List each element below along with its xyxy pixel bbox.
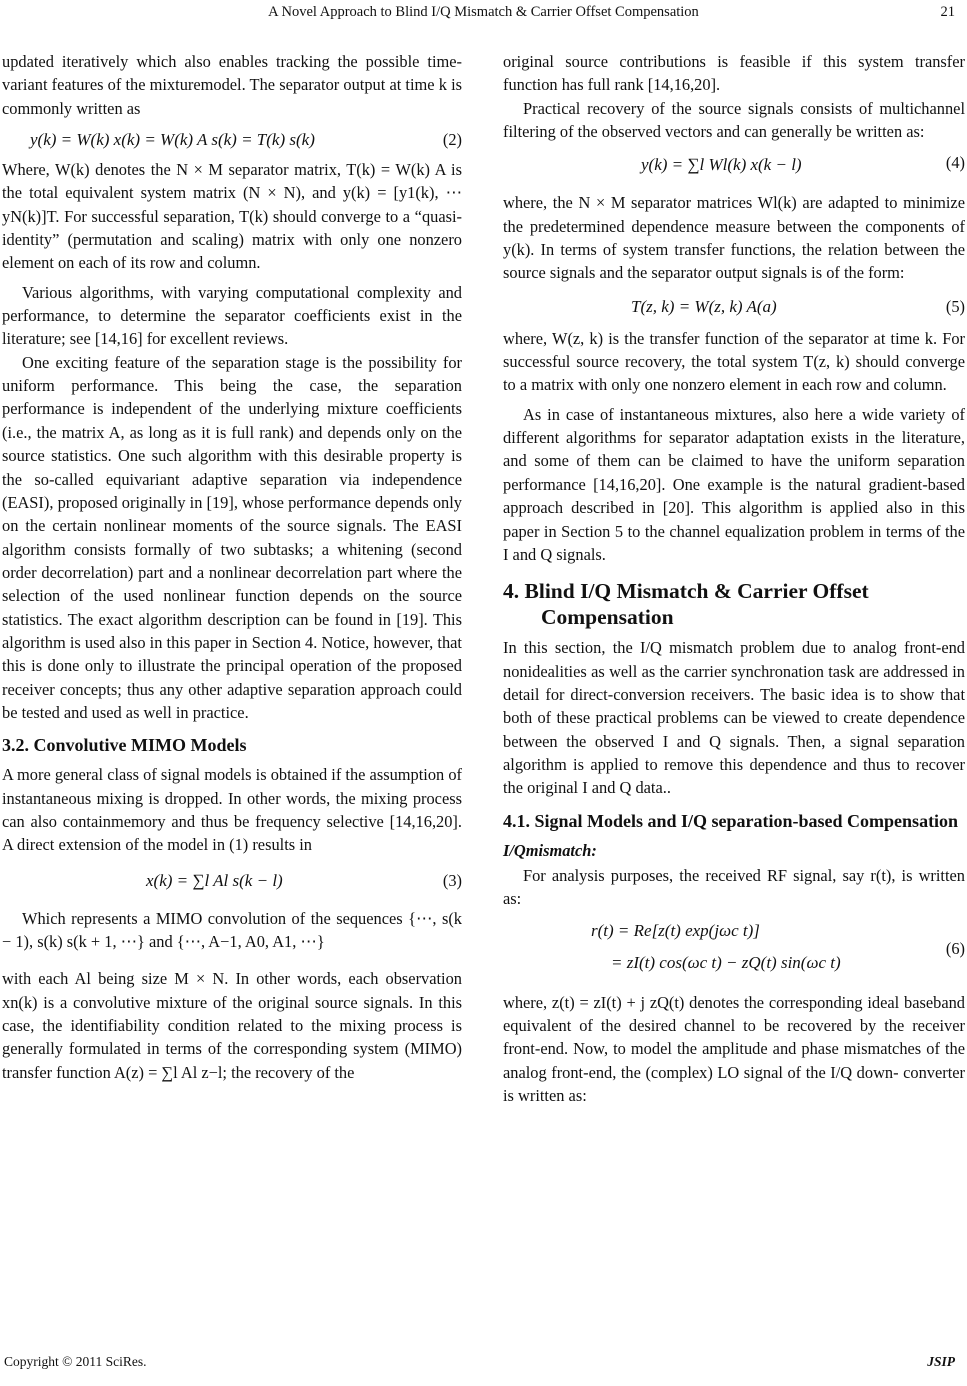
paragraph: Where, W(k) denotes the N × M separator matrix, T(k) = W(k) A is the total equivalent system matrix (N × N), and y(k) = [y1(k), ⋯ yN(k)]T. For successful separation, T(k) should converge to a “quasi-identity” (permutation and scaling) matrix with only one nonzero element on each of its row and column. [2,160,462,273]
paragraph: One exciting feature of the separation stage is the possibility for uniform performance. This being the case, the separation performance is independent of the underlying mixture coefficients (i.e., the matrix A, as long as it is full rank) and depends only on the source statistics. One such algorithm with this desirable property is the so-called equivariant adaptive separation via independence (EASI), proposed originally in [19], whose performance depends only on the certain nonlinear moments of the source signals. The EASI algorithm consists formally of two subtasks; a whitening (second order decorrelation) part and a nonlinear decorrelation part where the selection of the used nonlinear function depends on the source statistics. The exact algorithm description can be found in [19]. This algorithm is used also in this paper in Section 4. Notice, however, that this is done only to illustrate the principal operation of the proposed receiver concepts; thus any other adaptive separation approach could be tested and used as well in practice. [2,352,462,722]
paragraph: As in case of instantaneous mixtures, also here a wide variety of different algorithms for separator adaptation exists in the literature, and some of them can be claimed to have the uniform separation performance [14,16,20]. One example is the natural gradient-based approach described in [20]. This algorithm is applied also in this paper in Section 5 to the channel equalization problem in terms of the I and Q signals. [503,404,965,564]
paragraph: where, W(z, k) is the transfer function of the separator at time k. For successful source recovery, the total system T(z, k) should converge to a matrix with only one nonzero element in each row and column. [503,328,965,395]
equation-5-number: (5) [945,296,965,316]
paragraph: updated iteratively which also enables tracking the possible time-variant features of the mixturemodel. The separator output at time k is commonly written as [2,52,462,118]
section-heading-4: 4. Blind I/Q Mismatch & Carrier Offset Compensation [503,579,869,630]
paragraph: Various algorithms, with varying computational complexity and performance, to determine the separator coefficients exist in the literature; see [14,16] for excellent reviews. [2,282,462,349]
equation-6-number: (6) [945,938,965,958]
equation-4 [503,145,965,189]
equation-3 [2,859,462,905]
page-footer [0,1354,967,1374]
paragraph: where, z(t) = zI(t) + j zQ(t) denotes the corresponding ideal baseband equivalent of the desired channel to be recovered by the receiver front-end. Now, to model the amplitude and phase mismatches of the analog front-end, the (complex) LO signal of the I/Q down- converter is written as: [503,992,965,1105]
running-header [0,4,967,22]
paragraph: Which represents a MIMO convolution of the sequences {⋯, s(k − 1), s(k) s(k + 1, ⋯} and {⋯, A−1, A0, A1, ⋯} [2,908,462,951]
equation-3-body: x(k) = ∑l Al s(k − l) [146,870,283,890]
paragraph: where, the N × M separator matrices Wl(k) are adapted to minimize the predetermined dependence measure between the components of y(k). In terms of system transfer functions, the relation between the source signals and the separator output signals is of the form: [503,193,965,283]
equation-2 [2,122,462,156]
equation-5-body: T(z, k) = W(z, k) A(a) [631,296,777,316]
equation-6 [503,913,965,985]
footer-journal: JSIP [927,1354,955,1369]
right-column [503,50,965,1107]
equation-2-body: y(k) = W(k) x(k) = W(k) A s(k) = T(k) s(k) [30,130,315,150]
equation-6-line-2: = zI(t) cos(ωc t) − zQ(t) sin(ωc t) [611,952,841,972]
subsection-heading-4-1: 4.1. Signal Models and I/Q separation-based Compensation [503,810,959,831]
page-number: 21 [940,4,955,20]
left-column [2,50,462,1084]
equation-2-number: (2) [442,130,462,150]
paragraph: original source contributions is feasible if this system transfer function has full rank [14,16,20]. [503,52,965,95]
equation-3-number: (3) [442,870,462,890]
paragraph: A more general class of signal models is obtained if the assumption of instantaneous mixing is dropped. In other words, the mixing process can also containmemory and thus be frequency selective [14,16,20]. A direct extension of the model in (1) results in [2,765,462,855]
running-header-title: A Novel Approach to Blind I/Q Mismatch & Carrier Offset Compensation [268,4,699,20]
run-in-heading: I/Qmismatch: [503,840,597,860]
paragraph: with each Al being size M × N. In other words, each observation xn(k) is a convolutive mixture of the original source signals. In this case, the identifiability condition related to the mixing process is generally formulated in terms of the corresponding system (MIMO) transfer function A(z) = ∑l Al z−l; the recovery of the [2,969,462,1082]
footer-copyright: Copyright © 2011 SciRes. [4,1354,147,1369]
subsection-heading-3-2: 3.2. Convolutive MIMO Models [2,735,247,756]
paragraph: For analysis purposes, the received RF signal, say r(t), is written as: [503,865,965,909]
equation-4-body: y(k) = ∑l Wl(k) x(k − l) [641,155,802,175]
equation-5 [503,287,965,325]
equation-4-number: (4) [945,153,965,173]
equation-6-line-1: r(t) = Re[z(t) exp(jωc t)] [591,920,760,940]
paragraph: Practical recovery of the source signals consists of multichannel filtering of the observed vectors and can generally be written as: [503,98,965,142]
paragraph: In this section, the I/Q mismatch problem due to analog front-end nonidealities as well as the carrier synchronation task are addressed in detail for direct-conversion receivers. The basic idea is to show that both of these practical problems can be viewed to create dependence between the observed I and Q signals. Then, a signal separation algorithm is applied to remove this dependence and thus to recover the original I and Q data.. [503,638,965,798]
